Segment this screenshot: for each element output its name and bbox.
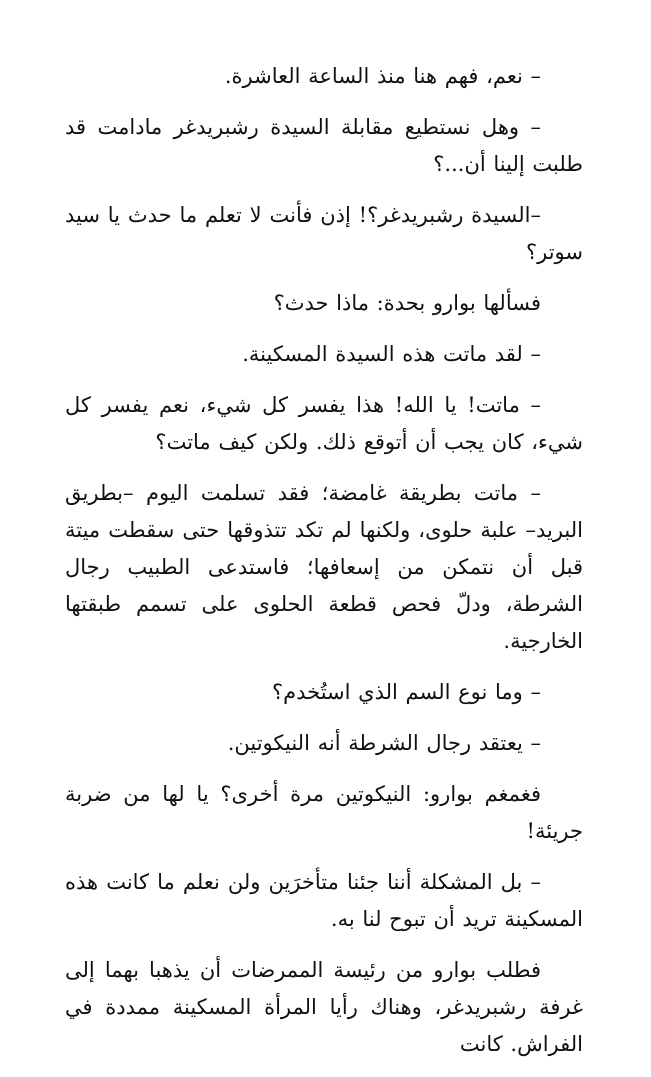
paragraph-12: فطلب بوارو من رئيسة الممرضات أن يذهبا بهما إلى غرفة رشبريدغر، وهناك رأيا المرأة المسكينة ممددة في الفراش. كانت	[65, 958, 583, 1056]
paragraph-9: – يعتقد رجال الشرطة أنه النيكوتين.	[227, 731, 541, 755]
paragraph-7: – ماتت بطريقة غامضة؛ فقد تسلمت اليوم –بطريق البريد– علبة حلوى، ولكنها لم تكد تتذوقها حتى سقطت ميتة قبل أن نتمكن من إسعافها؛ فاستدعى الطبيب رجال الشرطة، ودلّ فحص قطعة الحلوى على تسمم طبقتها الخارجية.	[65, 481, 583, 653]
paragraph-5: – لقد ماتت هذه السيدة المسكينة.	[242, 342, 541, 366]
paragraph-11: – بل المشكلة أننا جئنا متأخرَين ولن نعلم ما كانت هذه المسكينة تريد أن تبوح لنا به.	[65, 870, 583, 931]
paragraph-2: – وهل نستطيع مقابلة السيدة رشبريدغر مادامت قد طلبت إلينا أن...؟	[65, 115, 583, 176]
paragraph-4: فسألها بوارو بحدة: ماذا حدث؟	[273, 291, 541, 315]
paragraph-3: –السيدة رشبريدغر؟! إذن فأنت لا تعلم ما حدث يا سيد سوتر؟	[65, 203, 583, 264]
paragraph-1: – نعم، فهم هنا منذ الساعة العاشرة.	[224, 64, 541, 88]
page-text	[65, 58, 583, 1077]
paragraph-10: فغمغم بوارو: النيكوتين مرة أخرى؟ يا لها من ضربة جريئة!	[65, 782, 583, 843]
paragraph-6: – ماتت! يا الله! هذا يفسر كل شيء، نعم يفسر كل شيء، كان يجب أن أتوقع ذلك. ولكن كيف ماتت؟	[65, 393, 583, 454]
paragraph-8: – وما نوع السم الذي استُخدم؟	[271, 680, 541, 704]
